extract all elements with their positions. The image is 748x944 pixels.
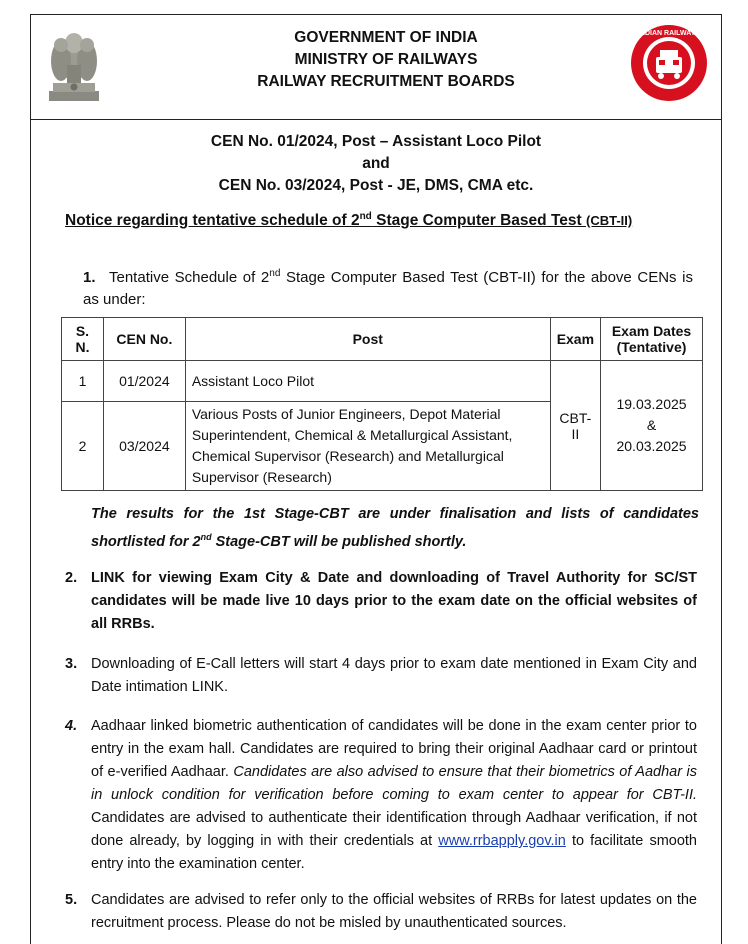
item-3-text: Downloading of E-Call letters will start 4 days prior to exam date mentioned in Exam City and Date intimation LINK.	[91, 656, 697, 695]
letterhead	[31, 15, 721, 120]
item-2	[65, 567, 699, 636]
item-3-number: 3.	[65, 656, 78, 672]
item-4-number: 4.	[65, 718, 78, 734]
date-1: 19.03.2025	[616, 396, 687, 412]
results-note: The results for the 1st Stage-CBT are under finalisation and lists of candidates shortlisted for 2nd Stage-CBT will be published shortly.	[91, 506, 699, 550]
cen-line-01: CEN No. 01/2024, Post – Assistant Loco Pilot	[210, 133, 542, 150]
cen-line-03: CEN No. 03/2024, Post - JE, DMS, CMA etc.	[218, 177, 534, 194]
header-exam: Exam	[550, 318, 600, 361]
cell-post: Assistant Loco Pilot	[185, 361, 550, 402]
header-post: Post	[185, 318, 550, 361]
item-4-text: Aadhaar linked biometric authentication of candidates will be done in the exam center prior to entry in the exam hall. Candidates are required to bring their original Aadhaar card or printout of e-verified Aadhaar. Candidates are also advised to ensure that their biometrics of Aadhar is in unlock condition for verification before coming to exam center to appear for CBT-II. Candidates are advised to authenticate their identification through Aadhaar verification, if not done already, by logging in with their credentials at www.rrbapply.gov.in to facilitate smooth entry into the examination center.	[91, 718, 697, 872]
notice-heading: Notice regarding tentative schedule of 2nd Stage Computer Based Test (CBT-II)	[65, 211, 633, 230]
cell-exam: CBT-II	[550, 361, 600, 491]
indian-railways-logo-icon	[629, 23, 709, 103]
logo-lettering: INDIAN RAILWAYS	[638, 30, 700, 37]
table-row	[62, 361, 703, 402]
header-sn: S. N.	[62, 318, 104, 361]
rrbapply-link[interactable]: www.rrbapply.gov.in	[438, 833, 566, 849]
cell-post: Various Posts of Junior Engineers, Depot Material Superintendent, Chemical & Metallurgical Assistant, Chemical Supervisor (Research) and Metallurgical Supervisor (Research)	[185, 402, 550, 491]
header-line-ministry: MINISTRY OF RAILWAYS	[294, 51, 478, 68]
item-5	[65, 889, 699, 935]
schedule-table	[61, 317, 703, 491]
cell-dates	[601, 361, 703, 491]
table-header-row	[62, 318, 703, 361]
cen-title-block	[31, 131, 721, 197]
cell-cen: 01/2024	[103, 361, 185, 402]
item-3	[65, 653, 699, 699]
header-dates: Exam Dates (Tentative)	[601, 318, 703, 361]
date-2: 20.03.2025	[616, 438, 687, 454]
cell-cen: 03/2024	[103, 402, 185, 491]
item-4	[65, 715, 699, 876]
header-line-rrb: RAILWAY RECRUITMENT BOARDS	[257, 73, 515, 90]
cen-and: and	[362, 155, 390, 172]
item-1-number: 1.	[83, 269, 96, 286]
item-5-text: Candidates are advised to refer only to the official websites of RRBs for latest updates on the recruitment process. Please do not be misled by unauthenticated sources.	[91, 892, 697, 931]
cell-sn: 2	[62, 402, 104, 491]
item-1: 1. Tentative Schedule of 2nd Stage Computer Based Test (CBT-II) for the above CENs is as under:	[83, 268, 693, 308]
header-line-government: GOVERNMENT OF INDIA	[294, 29, 478, 46]
date-amp: &	[646, 417, 657, 433]
item-2-number: 2.	[65, 570, 78, 586]
header-cen: CEN No.	[103, 318, 185, 361]
item-5-number: 5.	[65, 892, 78, 908]
notice-document	[30, 14, 722, 944]
item-2-text: LINK for viewing Exam City & Date and downloading of Travel Authority for SC/ST candidates will be made live 10 days prior to the exam date on the official websites of all RRBs.	[91, 570, 697, 632]
cell-sn: 1	[62, 361, 104, 402]
